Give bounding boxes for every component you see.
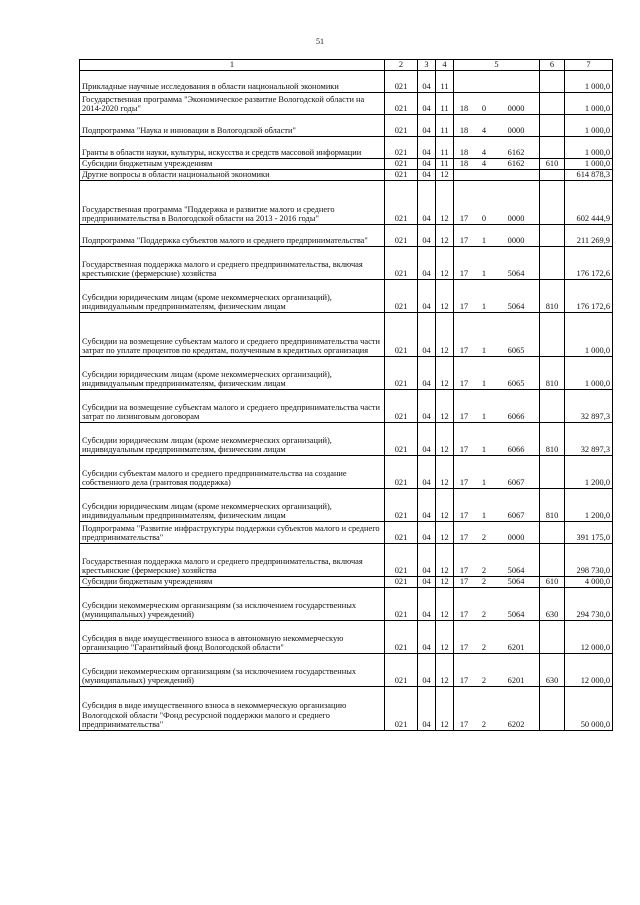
row-subprogram-code: 0 [481, 104, 487, 114]
row-target-code [454, 544, 540, 577]
row-section-code: 04 [418, 137, 436, 159]
row-subsection-code: 12 [436, 687, 454, 731]
row-program-code: 17 [459, 643, 469, 653]
row-amount: 176 172,6 [565, 280, 613, 313]
row-amount: 294 730,0 [565, 588, 613, 621]
row-name: Субсидии некоммерческим организациям (за исключением государственных (муниципальных) учреждений) [80, 588, 385, 621]
row-amount: 602 444,9 [565, 181, 613, 225]
row-direction-code: 6162 [507, 159, 525, 169]
row-direction-code: 6065 [507, 346, 525, 356]
row-amount: 4 000,0 [565, 577, 613, 588]
row-program-code: 17 [459, 577, 469, 587]
row-subprogram-code: 1 [481, 379, 487, 389]
table-row [80, 137, 613, 159]
row-name: Подпрограмма "Поддержка субъектов малого и среднего предпринимательства" [80, 225, 385, 247]
table-row [80, 181, 613, 225]
row-name: Государственная поддержка малого и среднего предпринимательства, включая крестьянские (фермерские) хозяйства [80, 544, 385, 577]
row-direction-code: 0000 [507, 126, 525, 136]
row-program-code: 17 [459, 511, 469, 521]
row-amount: 1 200,0 [565, 489, 613, 522]
row-expense-type: 810 [540, 423, 565, 456]
row-amount: 211 269,9 [565, 225, 613, 247]
column-header: 3 [418, 60, 436, 71]
row-name: Субсидия в виде имущественного взноса в автономную некоммерческую организацию "Гарантийный фонд Вологодской области" [80, 621, 385, 654]
row-subsection-code: 12 [436, 181, 454, 225]
row-target-code [454, 225, 540, 247]
row-section-code: 04 [418, 115, 436, 137]
row-expense-type [540, 390, 565, 423]
row-name: Субсидии бюджетным учреждениям [80, 159, 385, 170]
row-subprogram-code: 2 [481, 643, 487, 653]
row-direction-code: 6067 [507, 511, 525, 521]
row-target-code [454, 577, 540, 588]
row-direction-code: 6067 [507, 478, 525, 488]
table-row [80, 621, 613, 654]
row-program-code: 17 [459, 302, 469, 312]
row-target-code [454, 654, 540, 687]
row-program-code: 17 [459, 533, 469, 543]
row-amount: 1 200,0 [565, 456, 613, 489]
row-amount: 12 000,0 [565, 654, 613, 687]
row-target-code [454, 588, 540, 621]
row-target-code [454, 357, 540, 390]
row-expense-type [540, 225, 565, 247]
row-target-code [454, 423, 540, 456]
row-program-code: 18 [459, 148, 469, 158]
row-program-code: 17 [459, 610, 469, 620]
row-subprogram-code: 1 [481, 236, 487, 246]
row-program-code: 17 [459, 269, 469, 279]
row-section-code: 04 [418, 577, 436, 588]
row-program-code: 17 [459, 720, 469, 730]
row-section-code: 04 [418, 390, 436, 423]
row-program-code: 18 [459, 126, 469, 136]
row-subsection-code: 12 [436, 313, 454, 357]
row-program-code: 17 [459, 445, 469, 455]
row-target-code [454, 93, 540, 115]
table-row [80, 159, 613, 170]
column-header: 5 [454, 60, 540, 71]
row-direction-code: 5064 [507, 269, 525, 279]
table-row [80, 390, 613, 423]
row-subsection-code: 12 [436, 621, 454, 654]
row-program-code: 17 [459, 478, 469, 488]
row-target-code [454, 247, 540, 280]
row-name: Субсидии юридическим лицам (кроме некоммерческих организаций), индивидуальным предпринимателям, физическим лицам [80, 280, 385, 313]
row-expense-type: 810 [540, 280, 565, 313]
row-direction-code: 0000 [507, 236, 525, 246]
row-section-code: 04 [418, 280, 436, 313]
row-subsection-code: 12 [436, 544, 454, 577]
row-section-code: 04 [418, 313, 436, 357]
column-header: 2 [385, 60, 418, 71]
table-row [80, 577, 613, 588]
row-program-code: 18 [459, 159, 469, 169]
row-expense-type [540, 181, 565, 225]
row-section-code: 04 [418, 170, 436, 181]
row-section-code: 04 [418, 522, 436, 544]
row-amount: 176 172,6 [565, 247, 613, 280]
row-direction-code: 5064 [507, 577, 525, 587]
row-expense-type [540, 247, 565, 280]
row-section-code: 04 [418, 71, 436, 93]
row-name: Государственная поддержка малого и среднего предпринимательства, включая крестьянские (фермерские) хозяйства [80, 247, 385, 280]
row-admin-code: 021 [385, 423, 418, 456]
row-section-code: 04 [418, 181, 436, 225]
row-target-code [454, 115, 540, 137]
table-row [80, 654, 613, 687]
row-target-code [454, 170, 540, 181]
row-target-code [454, 159, 540, 170]
row-section-code: 04 [418, 247, 436, 280]
row-admin-code: 021 [385, 544, 418, 577]
row-expense-type [540, 687, 565, 731]
table-row [80, 280, 613, 313]
row-section-code: 04 [418, 621, 436, 654]
row-admin-code: 021 [385, 225, 418, 247]
row-subsection-code: 12 [436, 577, 454, 588]
row-direction-code: 6201 [507, 643, 525, 653]
table-row [80, 93, 613, 115]
table-row [80, 313, 613, 357]
row-admin-code: 021 [385, 93, 418, 115]
row-subprogram-code: 1 [481, 445, 487, 455]
row-expense-type [540, 115, 565, 137]
row-subsection-code: 11 [436, 115, 454, 137]
row-program-code: 17 [459, 412, 469, 422]
row-program-code: 17 [459, 566, 469, 576]
row-subsection-code: 11 [436, 71, 454, 93]
row-target-code [454, 687, 540, 731]
row-section-code: 04 [418, 423, 436, 456]
row-expense-type: 630 [540, 588, 565, 621]
row-target-code [454, 280, 540, 313]
row-name: Субсидии юридическим лицам (кроме некоммерческих организаций), индивидуальным предпринимателям, физическим лицам [80, 489, 385, 522]
row-subprogram-code: 2 [481, 676, 487, 686]
row-subprogram-code: 1 [481, 269, 487, 279]
row-subsection-code: 12 [436, 225, 454, 247]
row-direction-code: 0000 [507, 214, 525, 224]
row-subsection-code: 11 [436, 93, 454, 115]
row-name: Подпрограмма "Наука и инновации в Вологодской области" [80, 115, 385, 137]
row-amount: 391 175,0 [565, 522, 613, 544]
row-target-code [454, 522, 540, 544]
column-header: 6 [540, 60, 565, 71]
row-target-code [454, 71, 540, 93]
table-row [80, 115, 613, 137]
row-subprogram-code: 1 [481, 412, 487, 422]
row-admin-code: 021 [385, 522, 418, 544]
row-section-code: 04 [418, 489, 436, 522]
row-expense-type [540, 71, 565, 93]
row-direction-code: 6201 [507, 676, 525, 686]
row-name: Гранты в области науки, культуры, искусства и средств массовой информации [80, 137, 385, 159]
page-number: 51 [316, 37, 324, 46]
row-subprogram-code: 4 [481, 148, 487, 158]
row-subsection-code: 12 [436, 390, 454, 423]
row-amount: 1 000,0 [565, 93, 613, 115]
row-expense-type [540, 544, 565, 577]
row-section-code: 04 [418, 93, 436, 115]
row-target-code [454, 137, 540, 159]
column-header: 4 [436, 60, 454, 71]
row-section-code: 04 [418, 357, 436, 390]
row-program-code: 17 [459, 676, 469, 686]
row-subprogram-code: 1 [481, 511, 487, 521]
row-amount: 614 878,3 [565, 170, 613, 181]
table-row [80, 588, 613, 621]
row-subsection-code: 12 [436, 456, 454, 489]
row-subsection-code: 12 [436, 654, 454, 687]
row-target-code [454, 621, 540, 654]
row-expense-type [540, 313, 565, 357]
table-row [80, 456, 613, 489]
row-name: Субсидии юридическим лицам (кроме некоммерческих организаций), индивидуальным предпринимателям, физическим лицам [80, 423, 385, 456]
row-amount: 32 897,3 [565, 390, 613, 423]
row-admin-code: 021 [385, 115, 418, 137]
row-section-code: 04 [418, 456, 436, 489]
row-admin-code: 021 [385, 489, 418, 522]
row-expense-type [540, 170, 565, 181]
row-admin-code: 021 [385, 687, 418, 731]
row-amount: 1 000,0 [565, 159, 613, 170]
row-name: Субсидии некоммерческим организациям (за исключением государственных (муниципальных) учреждений) [80, 654, 385, 687]
row-admin-code: 021 [385, 654, 418, 687]
row-expense-type [540, 93, 565, 115]
row-amount: 298 730,0 [565, 544, 613, 577]
row-section-code: 04 [418, 544, 436, 577]
row-subsection-code: 12 [436, 489, 454, 522]
row-expense-type: 810 [540, 357, 565, 390]
row-section-code: 04 [418, 654, 436, 687]
row-name: Субсидии субъектам малого и среднего предпринимательства на создание собственного дела (грантовая поддержка) [80, 456, 385, 489]
row-expense-type: 630 [540, 654, 565, 687]
row-direction-code: 5064 [507, 302, 525, 312]
table-row [80, 170, 613, 181]
row-name: Прикладные научные исследования в области национальной экономики [80, 71, 385, 93]
table-row [80, 423, 613, 456]
row-name: Субсидия в виде имущественного взноса в некоммерческую организацию Вологодской области "Фонд ресурсной поддержки малого и среднего предпринимательства" [80, 687, 385, 731]
row-expense-type [540, 137, 565, 159]
row-expense-type: 610 [540, 159, 565, 170]
row-admin-code: 021 [385, 71, 418, 93]
row-admin-code: 021 [385, 137, 418, 159]
row-target-code [454, 489, 540, 522]
row-admin-code: 021 [385, 390, 418, 423]
row-subsection-code: 12 [436, 522, 454, 544]
row-name: Субсидии бюджетным учреждениям [80, 577, 385, 588]
row-direction-code: 5064 [507, 566, 525, 576]
row-admin-code: 021 [385, 621, 418, 654]
row-direction-code: 5064 [507, 610, 525, 620]
row-program-code: 17 [459, 379, 469, 389]
table-row [80, 522, 613, 544]
column-header: 7 [565, 60, 613, 71]
row-amount: 1 000,0 [565, 115, 613, 137]
row-target-code [454, 456, 540, 489]
row-admin-code: 021 [385, 159, 418, 170]
table-row [80, 71, 613, 93]
row-subprogram-code: 2 [481, 720, 487, 730]
row-direction-code: 6065 [507, 379, 525, 389]
row-amount: 1 000,0 [565, 313, 613, 357]
row-section-code: 04 [418, 159, 436, 170]
row-subsection-code: 12 [436, 247, 454, 280]
row-subprogram-code: 4 [481, 126, 487, 136]
row-name: Подпрограмма "Развитие инфраструктуры поддержки субъектов малого и среднего предпринимательства" [80, 522, 385, 544]
row-subsection-code: 11 [436, 137, 454, 159]
row-name: Государственная программа "Экономическое развитие Вологодской области на 2014-2020 годы" [80, 93, 385, 115]
row-amount: 1 000,0 [565, 137, 613, 159]
row-subprogram-code: 2 [481, 566, 487, 576]
row-expense-type [540, 522, 565, 544]
row-direction-code: 0000 [507, 533, 525, 543]
row-program-code: 18 [459, 104, 469, 114]
row-admin-code: 021 [385, 280, 418, 313]
row-name: Субсидии на возмещение субъектам малого и среднего предпринимательства части затрат по лизинговым договорам [80, 390, 385, 423]
row-amount: 1 000,0 [565, 71, 613, 93]
row-admin-code: 021 [385, 170, 418, 181]
row-subprogram-code: 2 [481, 533, 487, 543]
row-subprogram-code: 0 [481, 214, 487, 224]
table-row [80, 225, 613, 247]
row-direction-code: 6162 [507, 148, 525, 158]
row-direction-code: 6066 [507, 412, 525, 422]
row-program-code: 17 [459, 346, 469, 356]
row-name: Субсидии юридическим лицам (кроме некоммерческих организаций), индивидуальным предпринимателям, физическим лицам [80, 357, 385, 390]
budget-table [79, 59, 613, 731]
row-amount: 32 897,3 [565, 423, 613, 456]
row-section-code: 04 [418, 588, 436, 621]
row-admin-code: 021 [385, 588, 418, 621]
row-subprogram-code: 2 [481, 610, 487, 620]
row-section-code: 04 [418, 225, 436, 247]
table-row [80, 357, 613, 390]
row-subsection-code: 12 [436, 280, 454, 313]
row-subprogram-code: 1 [481, 302, 487, 312]
column-header: 1 [80, 60, 385, 71]
row-subsection-code: 12 [436, 170, 454, 181]
row-expense-type: 810 [540, 489, 565, 522]
row-target-code [454, 181, 540, 225]
row-program-code: 17 [459, 214, 469, 224]
row-subprogram-code: 1 [481, 346, 487, 356]
row-amount: 1 000,0 [565, 357, 613, 390]
row-name: Другие вопросы в области национальной экономики [80, 170, 385, 181]
row-subprogram-code: 2 [481, 577, 487, 587]
column-header-row [80, 60, 613, 71]
row-expense-type: 610 [540, 577, 565, 588]
table-row [80, 687, 613, 731]
table-row [80, 544, 613, 577]
row-admin-code: 021 [385, 456, 418, 489]
row-amount: 12 000,0 [565, 621, 613, 654]
row-direction-code: 6202 [507, 720, 525, 730]
row-expense-type [540, 456, 565, 489]
table-row [80, 489, 613, 522]
row-expense-type [540, 621, 565, 654]
row-subprogram-code: 1 [481, 478, 487, 488]
row-target-code [454, 313, 540, 357]
row-program-code: 17 [459, 236, 469, 246]
row-target-code [454, 390, 540, 423]
row-direction-code: 6066 [507, 445, 525, 455]
row-direction-code: 0000 [507, 104, 525, 114]
row-subsection-code: 12 [436, 423, 454, 456]
row-subsection-code: 12 [436, 588, 454, 621]
row-subsection-code: 11 [436, 159, 454, 170]
row-amount: 50 000,0 [565, 687, 613, 731]
row-admin-code: 021 [385, 247, 418, 280]
table-row [80, 247, 613, 280]
row-name: Государственная программа "Поддержка и развитие малого и среднего предпринимательства в Вологодской области на 2013 - 2016 годы" [80, 181, 385, 225]
row-subprogram-code: 4 [481, 159, 487, 169]
row-admin-code: 021 [385, 357, 418, 390]
row-name: Субсидии на возмещение субъектам малого и среднего предпринимательства части затрат по уплате процентов по кредитам, полученным в кредитных организация [80, 313, 385, 357]
row-admin-code: 021 [385, 577, 418, 588]
row-admin-code: 021 [385, 181, 418, 225]
row-subsection-code: 12 [436, 357, 454, 390]
row-section-code: 04 [418, 687, 436, 731]
row-admin-code: 021 [385, 313, 418, 357]
